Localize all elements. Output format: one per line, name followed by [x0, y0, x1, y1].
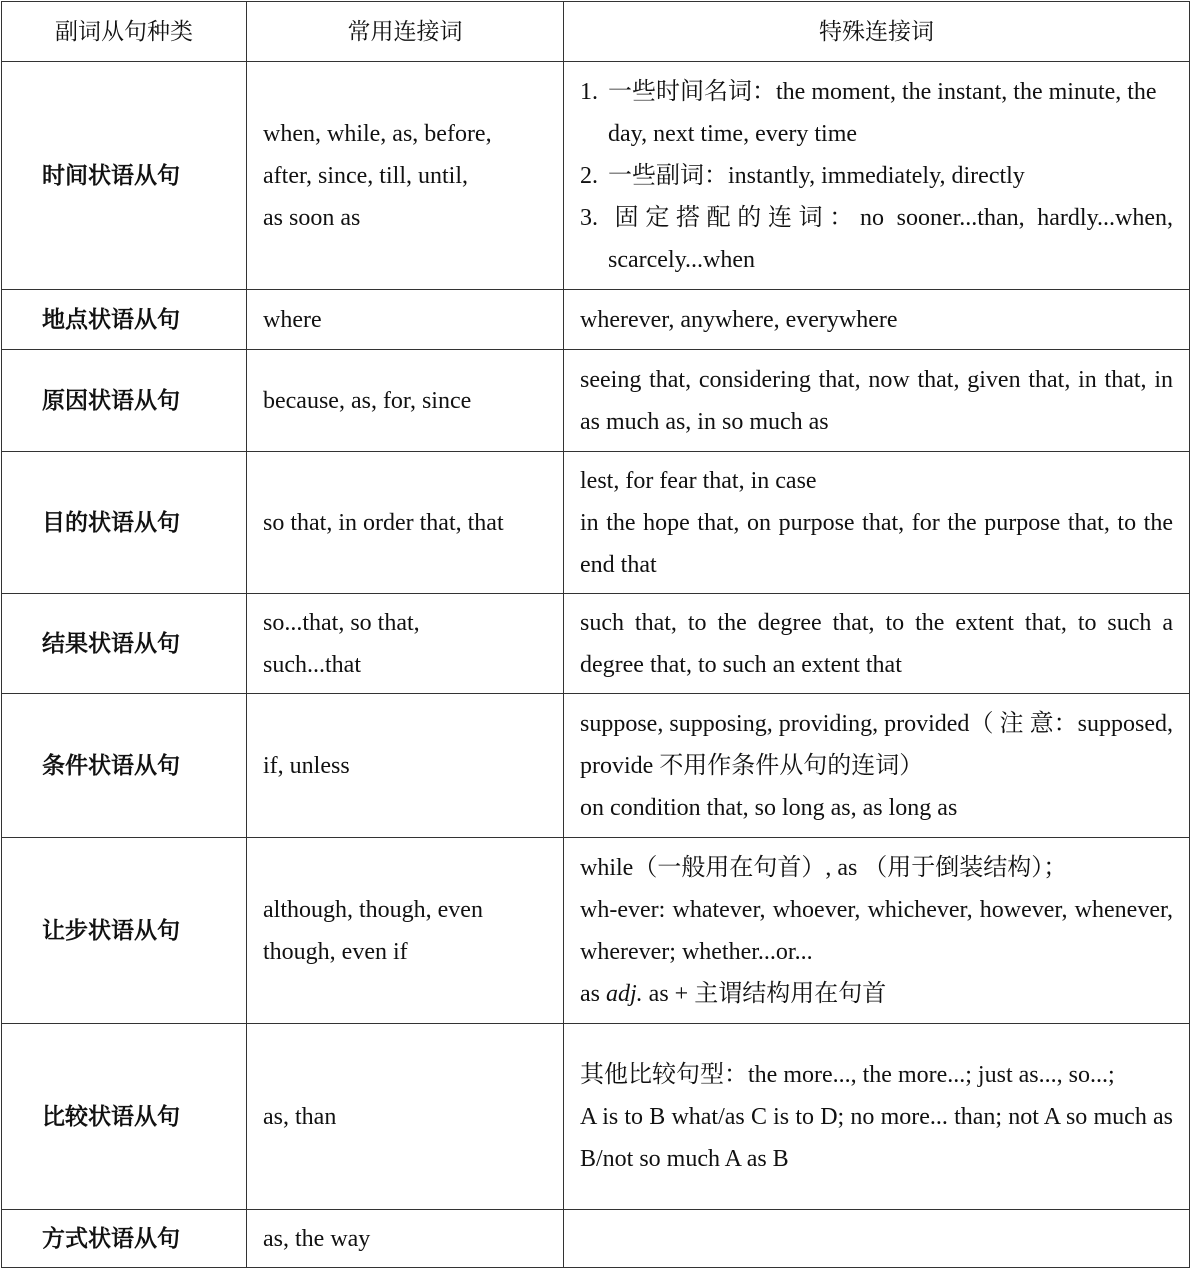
common-conjunctions — [247, 594, 564, 694]
common-line: when, while, as, before, — [263, 120, 492, 147]
list-text: 一些副词：instantly, immediately, directly — [608, 162, 1025, 189]
adverbial-clause-table — [1, 1, 1190, 1268]
common-line: although, though, even — [263, 896, 483, 923]
common-line: if, unless — [263, 752, 350, 779]
special-line: wherever, anywhere, everywhere — [580, 306, 898, 333]
table-row — [2, 452, 1190, 594]
clause-type: 结果状语从句 — [2, 594, 247, 694]
special-line: while（一般用在句首）, as （用于倒装结构）； — [580, 854, 1068, 881]
special-conjunctions — [564, 694, 1190, 838]
special-line: suppose, supposing, providing, provided（ 注 意：supposed, provide 不用作条件从句的连词） — [580, 710, 1173, 779]
header-special-conjunctions: 特殊连接词 — [564, 2, 1190, 62]
common-line: such...that — [263, 651, 361, 678]
common-line: so that, in order that, that — [263, 509, 504, 536]
clause-type: 让步状语从句 — [2, 838, 247, 1024]
common-line: as, than — [263, 1103, 337, 1130]
special-conjunctions — [564, 594, 1190, 694]
header-common-conjunctions: 常用连接词 — [247, 2, 564, 62]
clause-type: 原因状语从句 — [2, 350, 247, 452]
table-row — [2, 350, 1190, 452]
special-line: A is to B what/as C is to D; no more... than; not A so much as B/not so much A as B — [580, 1103, 1173, 1172]
common-conjunctions — [247, 62, 564, 290]
special-conjunctions — [564, 1024, 1190, 1210]
common-conjunctions — [247, 452, 564, 594]
header-row — [2, 2, 1190, 62]
special-conjunctions — [564, 452, 1190, 594]
common-line: so...that, so that, — [263, 609, 420, 636]
common-conjunctions — [247, 350, 564, 452]
list-number: 2. — [580, 162, 598, 189]
special-line-post: as + 主谓结构用在句首 — [642, 980, 887, 1007]
clause-type: 时间状语从句 — [2, 62, 247, 290]
special-conjunctions — [564, 838, 1190, 1024]
clause-type: 目的状语从句 — [2, 452, 247, 594]
common-line: where — [263, 306, 322, 333]
common-conjunctions — [247, 694, 564, 838]
header-clause-type: 副词从句种类 — [2, 2, 247, 62]
list-item — [580, 197, 1173, 281]
special-line: on condition that, so long as, as long as — [580, 794, 958, 821]
common-conjunctions — [247, 1024, 564, 1210]
common-conjunctions — [247, 290, 564, 350]
list-text: 一些时间名词：the moment, the instant, the minute, the day, next time, every time — [608, 78, 1157, 147]
special-line: in the hope that, on purpose that, for the purpose that, to the end that — [580, 509, 1173, 578]
table-row — [2, 1024, 1190, 1210]
table-row — [2, 694, 1190, 838]
special-line-pre: as — [580, 980, 606, 1007]
special-conjunctions — [564, 62, 1190, 290]
clause-type: 比较状语从句 — [2, 1024, 247, 1210]
common-line: as soon as — [263, 204, 361, 231]
common-conjunctions — [247, 1210, 564, 1268]
clause-type: 地点状语从句 — [2, 290, 247, 350]
clause-type: 方式状语从句 — [2, 1210, 247, 1268]
list-number: 1. — [580, 78, 598, 105]
table-row — [2, 62, 1190, 290]
special-line: lest, for fear that, in case — [580, 467, 817, 494]
table-row — [2, 594, 1190, 694]
clause-type: 条件状语从句 — [2, 694, 247, 838]
common-line: after, since, till, until, — [263, 162, 468, 189]
special-conjunctions — [564, 350, 1190, 452]
table-row — [2, 290, 1190, 350]
list-text: 固定搭配的连词：no sooner...than, hardly...when, scarcely...when — [608, 204, 1173, 273]
special-line: 其他比较句型：the more..., the more...; just as..., so...; — [580, 1061, 1115, 1088]
special-line: wh-ever: whatever, whoever, whichever, however, whenever, wherever; whether...or... — [580, 896, 1173, 965]
common-line: as, the way — [263, 1225, 371, 1252]
list-item — [580, 155, 1173, 197]
common-conjunctions — [247, 838, 564, 1024]
special-line: seeing that, considering that, now that, given that, in that, in as much as, in so much as — [580, 366, 1173, 435]
list-item — [580, 71, 1173, 155]
list-number: 3. — [580, 204, 598, 231]
common-line: because, as, for, since — [263, 387, 472, 414]
special-line-italic: adj. — [606, 980, 643, 1007]
special-line: such that, to the degree that, to the extent that, to such a degree that, to such an extent that — [580, 609, 1173, 678]
common-line: though, even if — [263, 938, 408, 965]
special-line — [580, 973, 1173, 1015]
table-row — [2, 1210, 1190, 1268]
special-conjunctions — [564, 1210, 1190, 1268]
table-row — [2, 838, 1190, 1024]
special-conjunctions — [564, 290, 1190, 350]
